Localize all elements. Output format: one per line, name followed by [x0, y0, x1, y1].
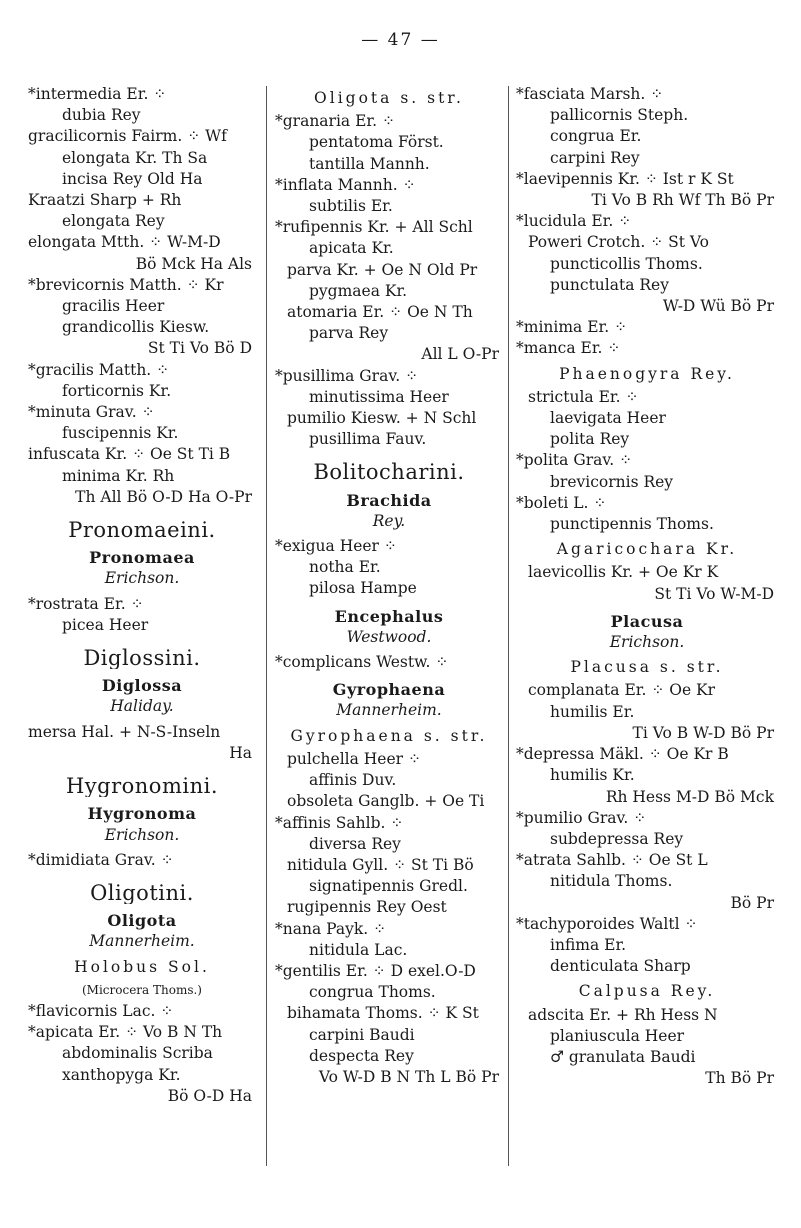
species-entry: signatipennis Gredl. — [309, 877, 468, 896]
species-entry: nitidula Lac. — [309, 940, 408, 959]
species-entry: *granaria Er. ⁘ — [275, 112, 395, 131]
species-entry: minutissima Heer — [309, 387, 449, 406]
species-entry: *rufipennis Kr. + All Schl — [275, 218, 473, 237]
species-entry: *manca Er. ⁘ — [516, 339, 621, 358]
tribe-heading: Oligotini. — [90, 882, 194, 905]
species-entry: pulchella Heer ⁘ — [287, 749, 421, 768]
species-entry: complanata Er. ⁘ Oe Kr — [528, 681, 716, 700]
species-entry: *atrata Sahlb. ⁘ Oe St L — [516, 851, 708, 870]
distribution-line: St Ti Vo W-M-D — [654, 584, 774, 603]
species-entry: *intermedia Er. ⁘ — [28, 85, 167, 103]
distribution-line: W-D Wü Bö Pr — [662, 297, 774, 316]
species-entry: pumilio Kiesw. + N Schl — [287, 409, 477, 428]
species-entry: ♂ granulata Baudi — [550, 1047, 696, 1066]
species-entry: infuscata Kr. ⁘ Oe St Ti B — [28, 445, 231, 464]
species-entry: *pusillima Grav. ⁘ — [275, 366, 419, 385]
species-entry: grandicollis Kiesw. — [62, 318, 210, 337]
species-entry: minima Kr. Rh — [62, 466, 175, 485]
tribe-heading: Bolitocharini. — [313, 462, 465, 484]
distribution-line: Vo W-D B N Th L Bö Pr — [318, 1067, 499, 1086]
species-entry: *tachyporoides Waltl ⁘ — [516, 914, 698, 933]
species-entry: *polita Grav. ⁘ — [516, 451, 633, 470]
genus-heading: Gyrophaena — [332, 680, 446, 700]
species-entry: puncticollis Thoms. — [550, 254, 703, 273]
species-entry: apicata Kr. — [309, 239, 394, 258]
distribution-line: Bö O-D Ha — [167, 1086, 252, 1105]
species-entry: picea Heer — [62, 615, 149, 634]
distribution-line: Bö Pr — [730, 893, 774, 912]
species-entry: brevicornis Rey — [550, 472, 674, 491]
species-entry: nitidula Gyll. ⁘ St Ti Bö — [287, 855, 474, 874]
species-entry: pentatoma Först. — [309, 133, 444, 152]
species-entry: denticulata Sharp — [550, 957, 691, 976]
genus-author: Erichson. — [104, 569, 180, 588]
species-entry: abdominalis Scriba — [62, 1044, 213, 1063]
species-entry: *fasciata Marsh. ⁘ — [516, 85, 664, 103]
tribe-heading: Diglossini. — [83, 648, 201, 670]
species-entry: *inflata Mannh. ⁘ — [275, 175, 416, 194]
species-entry: *affinis Sahlb. ⁘ — [275, 813, 404, 832]
genus-author: Rey. — [372, 511, 406, 530]
subgenus-heading: Oligota s. str. — [314, 89, 464, 107]
subgenus-heading: Agaricochara Kr. — [556, 540, 738, 559]
tribe-heading: Pronomaeini. — [68, 520, 216, 542]
species-entry: laevicollis Kr. + Oe Kr K — [528, 563, 719, 582]
genus-heading: Brachida — [346, 490, 432, 510]
species-entry: Kraatzi Sharp + Rh — [28, 191, 182, 210]
subgenus-heading: Phaenogyra Rey. — [559, 364, 735, 383]
species-entry: *minima Er. ⁘ — [516, 318, 628, 337]
species-entry: obsoleta Ganglb. + Oe Ti — [287, 792, 485, 811]
species-entry: atomaria Er. ⁘ Oe N Th — [287, 303, 473, 322]
column-middle — [275, 84, 503, 1088]
species-entry: parva Kr. + Oe N Old Pr — [287, 260, 478, 279]
species-entry: *gentilis Er. ⁘ D exel.O-D — [275, 961, 476, 980]
species-entry: *boleti L. ⁘ — [516, 493, 607, 512]
species-entry: adscita Er. + Rh Hess N — [528, 1005, 718, 1024]
page-number: — 47 — — [361, 30, 440, 50]
species-entry: rugipennis Rey Oest — [287, 898, 447, 917]
genus-heading: Placusa — [610, 611, 684, 631]
genus-heading: Pronomaea — [89, 548, 195, 568]
genus-heading: Encephalus — [334, 606, 444, 626]
genus-heading: Diglossa — [101, 676, 183, 696]
species-entry: *complicans Westw. ⁘ — [275, 653, 449, 672]
species-entry: subdepressa Rey — [550, 829, 684, 848]
species-entry: polita Rey — [550, 430, 630, 449]
species-entry: planiuscula Heer — [550, 1026, 685, 1045]
subgenus-heading: Calpusa Rey. — [578, 982, 716, 1001]
species-entry: *pumilio Grav. ⁘ — [516, 808, 647, 827]
species-entry: dubia Rey — [62, 106, 141, 125]
species-entry: humilis Er. — [550, 702, 635, 721]
subgenus-heading: Gyrophaena s. str. — [290, 726, 488, 745]
species-entry: notha Er. — [309, 558, 381, 577]
species-entry: pusillima Fauv. — [309, 430, 427, 449]
species-entry: humilis Kr. — [550, 766, 635, 785]
species-entry: *brevicornis Matth. ⁘ Kr — [28, 275, 224, 294]
species-entry: despecta Rey — [309, 1046, 414, 1065]
column-left — [28, 84, 256, 1107]
species-entry: pallicornis Steph. — [550, 106, 689, 125]
species-entry: Poweri Crotch. ⁘ St Vo — [528, 233, 710, 252]
species-entry: punctulata Rey — [550, 275, 669, 294]
distribution-line: Ti Vo B W-D Bö Pr — [632, 723, 774, 742]
genus-heading: Oligota — [107, 911, 177, 931]
distribution-line: Ti Vo B Rh Wf Th Bö Pr — [591, 191, 774, 210]
genus-author: Haliday. — [110, 697, 174, 716]
species-entry: punctipennis Thoms. — [550, 515, 714, 534]
species-entry: congrua Er. — [550, 127, 642, 146]
distribution-line: St Ti Vo Bö D — [147, 339, 252, 358]
tribe-heading: Hygronomini. — [65, 776, 218, 798]
column-divider-2 — [508, 86, 509, 1166]
species-entry: elongata Kr. Th Sa — [62, 148, 208, 167]
species-entry: parva Rey — [309, 324, 389, 343]
subgenus-heading: Holobus Sol. — [74, 957, 210, 976]
species-entry: carpini Rey — [550, 148, 640, 167]
species-entry: mersa Hal. + N-S-Inseln — [28, 722, 221, 741]
genus-author: Mannerheim. — [89, 932, 195, 951]
distribution-line: Rh Hess M-D Bö Mck — [605, 787, 774, 806]
species-entry: *laevipennis Kr. ⁘ Ist r K St — [516, 169, 734, 188]
species-entry: infima Er. — [550, 935, 627, 954]
column-right — [516, 84, 778, 1089]
species-entry: strictula Er. ⁘ — [528, 387, 639, 406]
subgenus-heading: Placusa s. str. — [570, 658, 724, 677]
species-entry: laevigata Heer — [550, 409, 666, 428]
species-entry: xanthopyga Kr. — [62, 1065, 181, 1084]
species-entry: forticornis Kr. — [62, 381, 172, 400]
genus-author: Westwood. — [346, 627, 432, 646]
genus-heading: Hygronoma — [87, 804, 197, 824]
species-entry: pilosa Hampe — [309, 579, 417, 598]
distribution-line: Bö Mck Ha Als — [135, 254, 252, 273]
species-entry: fuscipennis Kr. — [62, 424, 179, 443]
distribution-line: Ha — [229, 743, 252, 762]
species-entry: *flavicornis Lac. ⁘ — [28, 1001, 174, 1020]
species-entry: gracilicornis Fairm. ⁘ Wf — [28, 127, 227, 146]
distribution-line: All L O-Pr — [421, 345, 499, 364]
species-entry: *depressa Mäkl. ⁘ Oe Kr B — [516, 745, 729, 764]
genus-author: Erichson. — [609, 633, 685, 652]
species-entry: congrua Thoms. — [309, 983, 436, 1002]
species-entry: *minuta Grav. ⁘ — [28, 403, 155, 422]
species-entry: affinis Duv. — [309, 771, 397, 790]
species-entry: *rostrata Er. ⁘ — [28, 594, 144, 613]
species-entry: incisa Rey Old Ha — [62, 169, 203, 188]
species-entry: elongata Mtth. ⁘ W-M-D — [28, 233, 221, 252]
species-entry: gracilis Heer — [62, 297, 165, 316]
species-entry: tantilla Mannh. — [309, 154, 430, 173]
species-entry: diversa Rey — [309, 834, 401, 853]
genus-author: Erichson. — [104, 825, 180, 844]
species-entry: carpini Baudi — [309, 1025, 415, 1044]
species-entry: *exigua Heer ⁘ — [275, 537, 397, 556]
genus-author: Mannerheim. — [336, 701, 442, 720]
species-entry: pygmaea Kr. — [309, 281, 408, 300]
species-entry: *gracilis Matth. ⁘ — [28, 360, 170, 379]
species-entry: *apicata Er. ⁘ Vo B N Th — [28, 1023, 223, 1042]
species-entry: *lucidula Er. ⁘ — [516, 212, 632, 231]
species-entry: subtilis Er. — [309, 197, 393, 216]
species-entry: *dimidiata Grav. ⁘ — [28, 850, 174, 869]
species-entry: bihamata Thoms. ⁘ K St — [287, 1004, 479, 1023]
distribution-line: Th All Bö O-D Ha O-Pr — [75, 487, 252, 506]
species-entry: *nana Payk. ⁘ — [275, 919, 387, 938]
species-entry: nitidula Thoms. — [550, 872, 673, 891]
synonym-note: (Microcera Thoms.) — [81, 982, 202, 997]
distribution-line: Th Bö Pr — [705, 1069, 774, 1088]
column-divider-1 — [266, 86, 267, 1166]
species-entry: elongata Rey — [62, 212, 165, 231]
